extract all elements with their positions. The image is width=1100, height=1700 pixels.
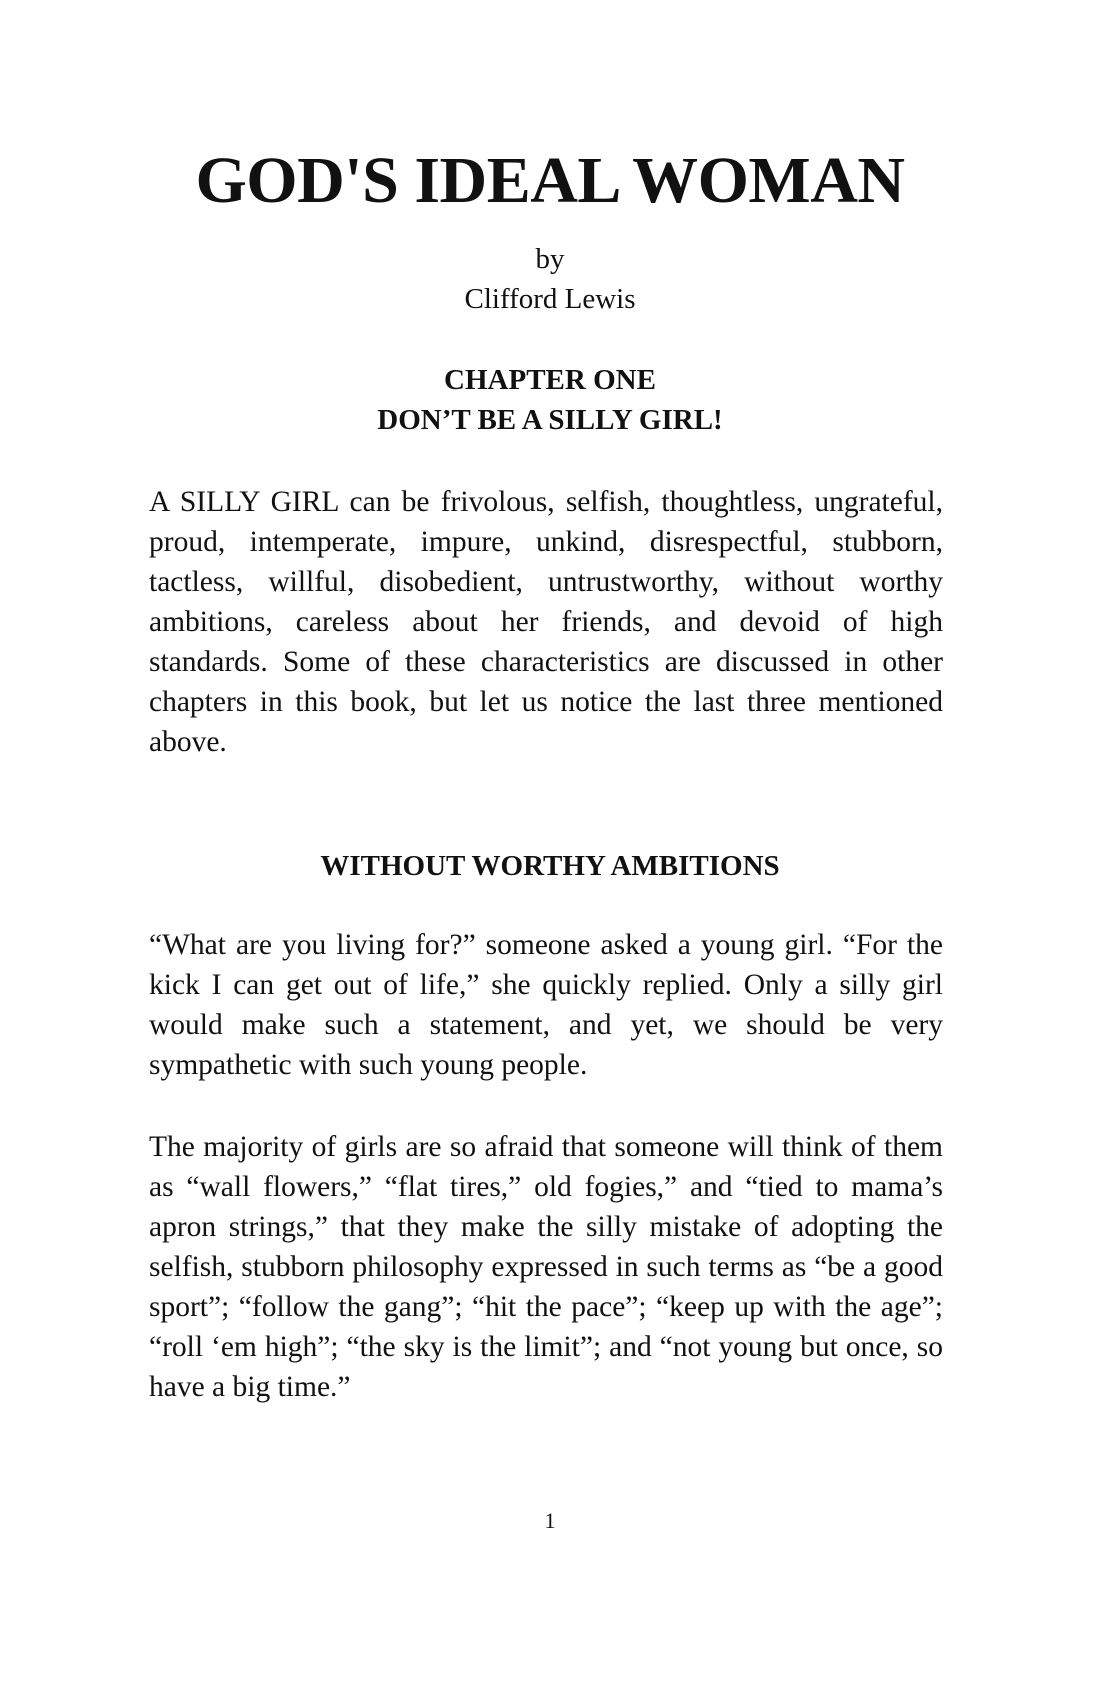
paragraph-intro: A SILLY GIRL can be frivolous, selfish, thoughtless, ungrateful, proud, intemperate, impure, unkind, disrespectful, stubborn, tactless, willful, disobedient, untrustworthy, without worthy ambitions, careless about her friends, and devoid of high standards. Some of these characteristics are discussed in other chapters in this book, but let us notice the last three mentioned above. [149,486,943,758]
section-heading: WITHOUT WORTHY AMBITIONS [320,850,780,882]
chapter-number: CHAPTER ONE [444,364,656,396]
page-number: 1 [544,1508,556,1533]
chapter-title: DON’T BE A SILLY GIRL! [377,404,723,436]
paragraph-living-for: “What are you living for?” someone asked a young girl. “For the kick I can get out of life,” she quickly replied. Only a silly girl would make such a statement, and yet, we should be very sympathetic with such young people. [149,929,943,1081]
author-name: Clifford Lewis [464,283,636,315]
paragraph-majority: The majority of girls are so afraid that someone will think of them as “wall flowers,” “flat tires,” old fogies,” and “tied to mama’s apron strings,” that they make the silly mistake of adopting the selfish, stubborn philosophy expressed in such terms as “be a good sport”; “follow the gang”; “hit the pace”; “keep up with the age”; “roll ‘em high”; “the sky is the limit”; and “not young but once, so have a big time.” [149,1131,943,1403]
byline-by: by [535,243,565,275]
book-title: GOD'S IDEAL WOMAN [195,144,905,217]
